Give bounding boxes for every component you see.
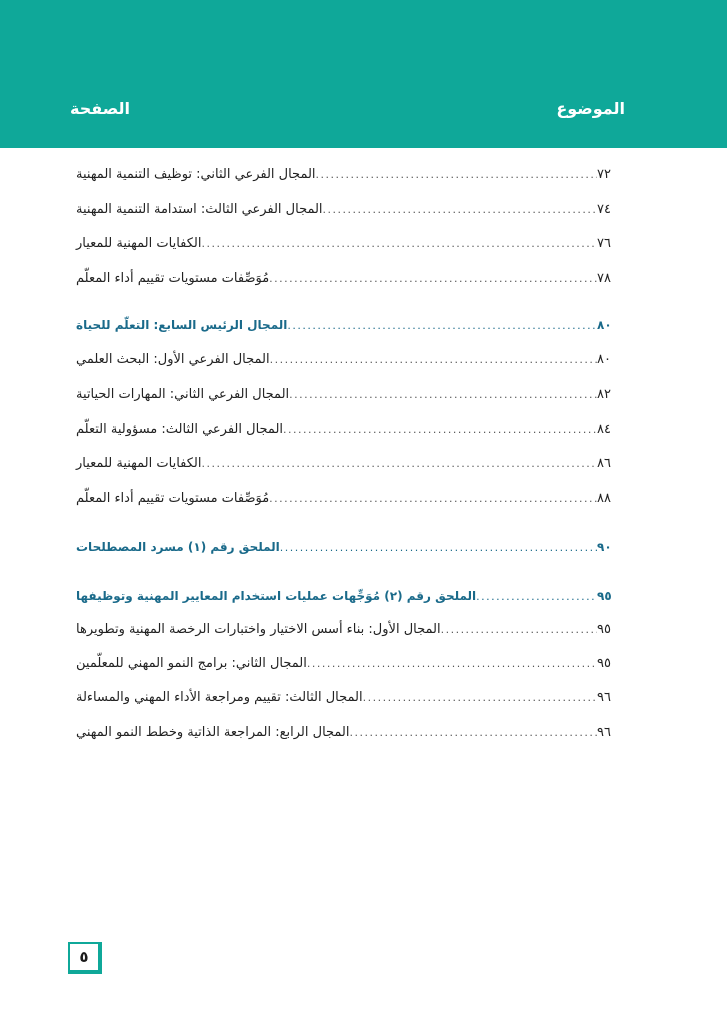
toc-entry-title: الكفايات المهنية للمعيار [76,236,202,251]
toc-entry[interactable] [70,725,623,747]
toc-entry-page: ٨٢ [597,387,611,402]
toc-entry[interactable] [70,202,623,224]
toc-main-entry[interactable] [70,540,623,562]
toc-entry[interactable] [70,167,623,189]
toc-entry-title: المجال الأول: بناء أسس الاختيار واختبارات الرخصة المهنية وتطويرها [76,622,441,637]
header-band [0,0,727,148]
toc-entry-title: المجال الرابع: المراجعة الذاتية وخطط النمو المهني [76,725,350,740]
toc-entry-title: المجال الفرعي الثاني: توظيف التنمية المهنية [76,167,316,182]
dot-leader [269,272,597,285]
dot-leader [287,319,597,332]
toc-entry-page: ٨٤ [597,422,611,437]
toc-main-entry[interactable] [70,318,623,340]
toc-main-entry[interactable] [70,589,623,611]
dot-leader [476,590,597,603]
toc-entry-title: مُوَصِّفات مستويات تقييم أداء المعلّم [76,491,270,506]
dot-leader [316,168,597,181]
toc-entry-page: ٨٠ [597,318,612,332]
toc-entry-page: ٨٨ [597,491,611,506]
toc-entry-title: الملحق رقم (٢) مُوَجِّهات عمليات استخدام المعايير المهنية وتوظيفها [76,589,477,603]
toc-entry[interactable] [70,656,623,678]
toc-entry-page: ٧٦ [597,236,611,251]
dot-leader [283,423,597,436]
toc-entry-title: المجال الثاني: برامج النمو المهني للمعلّمين [76,656,307,671]
toc-entry[interactable] [70,491,623,513]
toc-entry-title: الملحق رقم (١) مسرد المصطلحات [76,540,280,554]
dot-leader [289,388,597,401]
topic-column-heading: الموضوع [556,99,625,118]
toc-entry-title: المجال الرئيس السابع: التعلّم للحياة [76,318,288,332]
toc-entry[interactable] [70,352,623,374]
toc-entry-page: ٧٨ [597,271,611,286]
dot-leader [350,726,597,739]
toc-entry[interactable] [70,690,623,712]
toc-entry[interactable] [70,236,623,258]
toc-entry-title: المجال الفرعي الثاني: المهارات الحياتية [76,387,290,402]
toc-entry-page: ٨٠ [597,352,611,367]
toc-entry[interactable] [70,387,623,409]
toc-entry-page: ٩٥ [597,589,612,603]
page-number: ٥ [79,948,89,966]
toc-entry-page: ٨٦ [597,456,611,471]
dot-leader [307,657,597,670]
page-number-box [68,942,102,974]
toc-entry-page: ٧٤ [597,202,611,217]
toc-entry-title: المجال الفرعي الأول: البحث العلمي [76,352,270,367]
toc-entry-page: ٩٦ [597,690,611,705]
toc-entry-title: المجال الفرعي الثالث: استدامة التنمية المهنية [76,202,323,217]
toc-entry[interactable] [70,456,623,478]
toc-entry-title: المجال الثالث: تقييم ومراجعة الأداء المهني والمساءلة [76,690,363,705]
toc-entry-page: ٩٦ [597,725,611,740]
dot-leader [323,203,597,216]
dot-leader [441,623,597,636]
page-column-heading: الصفحة [70,99,131,118]
dot-leader [280,541,597,554]
dot-leader [363,691,597,704]
toc-entry-page: ٧٢ [597,167,611,182]
toc-entry[interactable] [70,622,623,644]
dot-leader [201,237,597,250]
toc-entry-page: ٩٥ [597,656,611,671]
toc-entry-title: الكفايات المهنية للمعيار [76,456,202,471]
toc-entry-page: ٩٠ [597,540,612,554]
toc-entry-title: المجال الفرعي الثالث: مسؤولية التعلّم [76,422,284,437]
toc-entry[interactable] [70,422,623,444]
toc-entry[interactable] [70,271,623,293]
dot-leader [269,492,597,505]
dot-leader [201,457,597,470]
dot-leader [270,353,597,366]
toc-entry-page: ٩٥ [597,622,611,637]
toc-entry-title: مُوَصِّفات مستويات تقييم أداء المعلّم [76,271,270,286]
